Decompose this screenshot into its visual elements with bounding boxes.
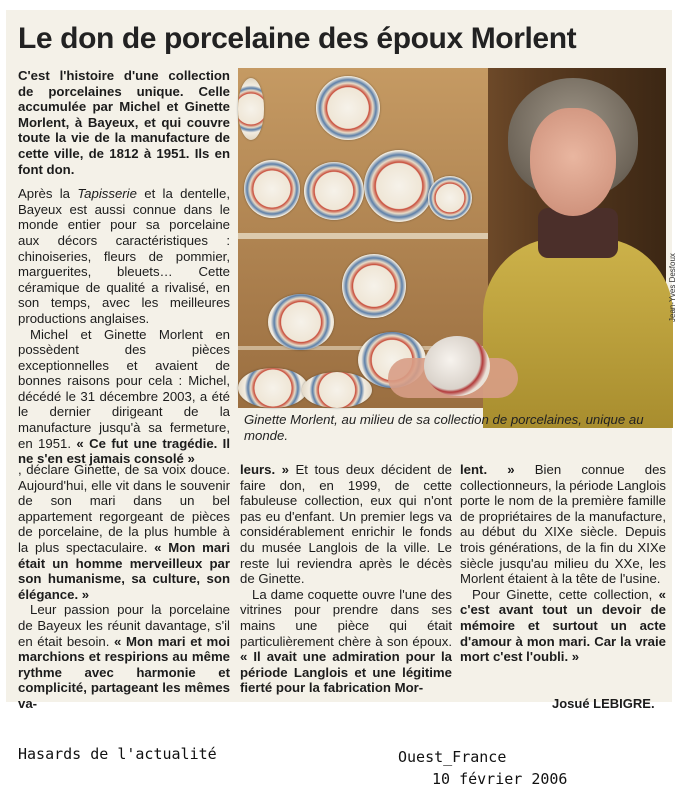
handwritten-note-left: Hasards de l'actualité — [18, 745, 217, 763]
author-signature: Josué LEBIGRE. — [552, 696, 655, 711]
column-3 — [460, 462, 666, 665]
paragraph-6: lent. » Bien connue des collectionneurs, la période Langlois porte le nom de la première famille de propriétaires de la manufacture, au début du XIXe siècle. Depuis trois générations, de la fin du XIXe siècle jusqu'au milieu du XXe, les Morlent étaient à la tête de l'usine. — [460, 462, 667, 587]
column-2 — [240, 462, 452, 696]
paragraph-3: Leur passion pour la porcelaine de Bayeux les réunit davantage, s'il en était besoin. « Mon mari et moi marchions et respirions au même rythme avec harmonie et complicité, partageant les mêmes va- — [18, 602, 231, 711]
newspaper-clipping — [6, 10, 677, 711]
handwritten-source: Ouest_France — [398, 748, 507, 766]
paragraph-4: leurs. » Et tous deux décident de faire don, en 1999, de cette fabuleuse collection, eux qui n'ont pas eu d'enfant. Un premier legs va considérablement enrichir le fonds du musée Langlois de la ville. Le reste lui reviendra après le décès de Ginette. — [240, 462, 452, 587]
handwritten-date: 10 février 2006 — [432, 770, 568, 788]
paragraph-1: Après la Tapisserie et la dentelle, Bayeux est aussi connue dans le monde entier pour sa porcelaine aux décors caractéristiques : chinoiseries, fleurs de pommier, marguerites, bleuets… Cette céramique de qualité a rivalisé, en son temps, avec les meilleures productions anglaises. — [18, 186, 230, 326]
column-1 — [18, 462, 230, 712]
photo-caption: Ginette Morlent, au milieu de sa collection de porcelaines, unique au monde. — [244, 412, 644, 443]
headline: Le don de porcelaine des époux Morlent — [18, 22, 577, 55]
photo-credit: Jean-Yves Desfoux — [668, 253, 677, 322]
paragraph-7: Pour Ginette, cette collection, « c'est avant tout un devoir de mémoire et surtout un acte d'amour à mon mari. Car la vraie mort c'est l'oubli. » — [460, 586, 666, 665]
paragraph-2-end: , déclare Ginette, de sa voix douce. Aujourd'hui, elle vit dans le souvenir de son mari dans un bel appartement regorgeant de pièces de porcelaine, de la plus humble à la plus spectaculaire. « Mon mari était un homme merveilleux par son humanisme, sa culture, son élégance. » — [18, 462, 230, 602]
lead-paragraph: C'est l'histoire d'une collection de porcelaines unique. Celle accumulée par Michel et Ginette Morlent, à Bayeux, et qui couvre toute la vie de la manufacture de cette ville, de 1812 à 1951. Ils en font don. — [18, 68, 230, 177]
column-1-top — [18, 68, 230, 467]
photo-ginette-morlent — [238, 68, 666, 408]
paragraph-5: La dame coquette ouvre l'une des vitrines pour prendre dans ses mains une pièce qui était particulièrement chère à son époux. « Il avait une admiration pour la période Langlois et une légitime fierté pour la fabrication Mor- — [240, 586, 452, 696]
paragraph-2: Michel et Ginette Morlent en possèdent des pièces exceptionnelles et avaient de bonnes raisons pour cela : Michel, décédé le 31 décembre 2003, a été le dernier dirigeant de la manufacture jusqu'à sa fermeture, en 1951. « Ce fut une tragédie. Il ne s'en est jamais consolé » — [18, 326, 231, 467]
